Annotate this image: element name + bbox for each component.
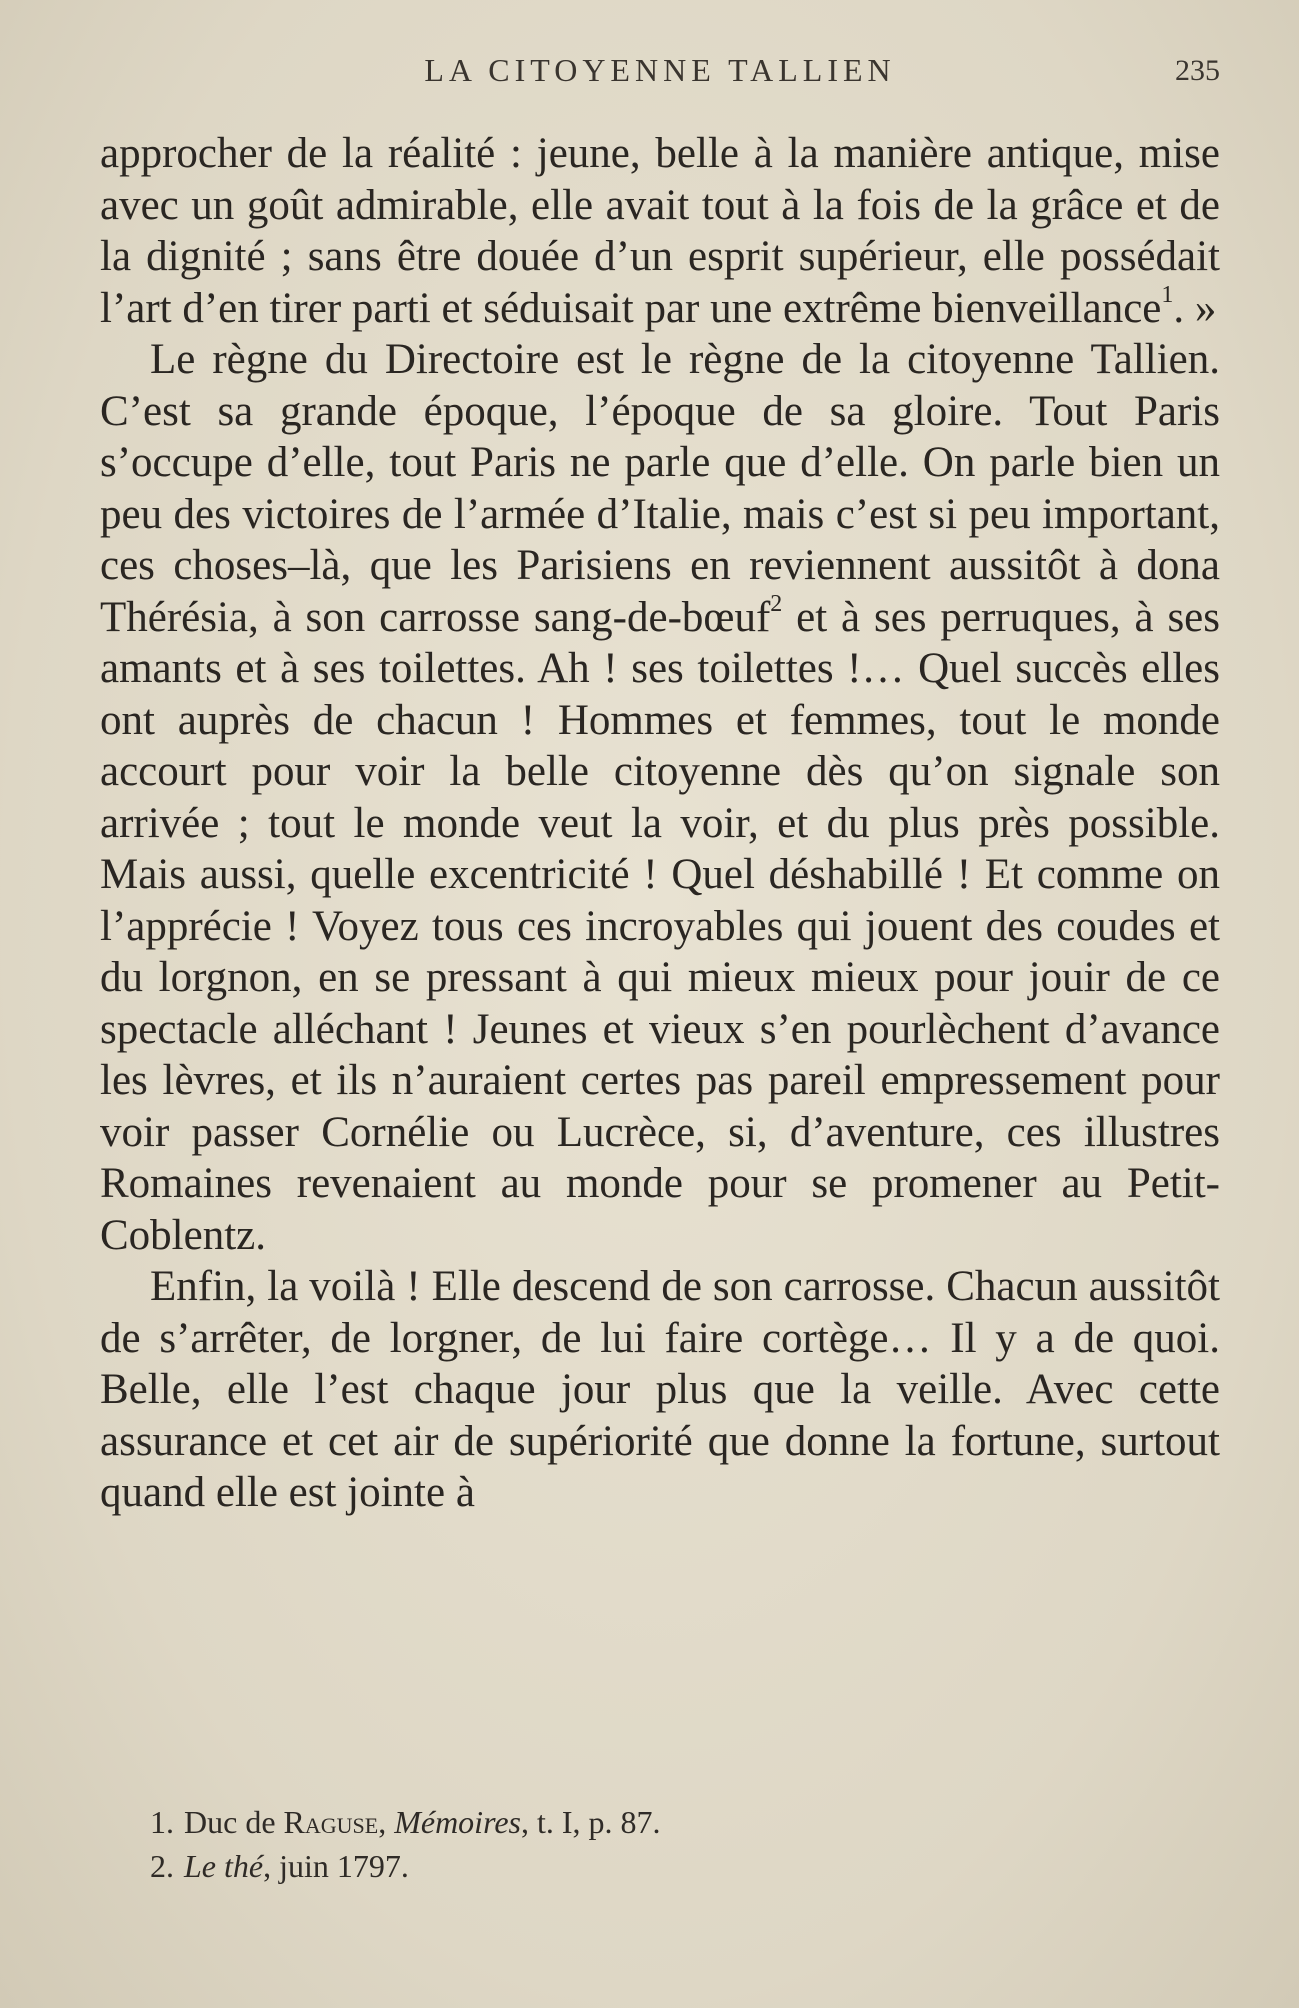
paragraph-3-text: Enfin, la voilà ! Elle descend de son carrosse. Chacun aussitôt de s’arrêter, de lorgner, de lui faire cortège… Il y a de quoi. Belle, elle l’est chaque jour plus que la veille. Avec cette assurance et cet air de supériorité que donne la fortune, surtout quand elle est jointe à: [100, 1263, 1220, 1516]
footnotes: [150, 1800, 1050, 1888]
footnote-1-ref: , t. I, p. 87.: [520, 1804, 661, 1840]
footnote-ref-2: 2: [770, 591, 783, 618]
footnote-2-work: Le thé: [184, 1848, 264, 1884]
footnote-1-author-prefix: Duc de: [184, 1804, 276, 1840]
paragraph-2: [100, 334, 1220, 1261]
paragraph-1-tail: . »: [1173, 284, 1217, 332]
paragraph-2-text-b: et à ses perruques, à ses amants et à ses toilettes. Ah ! ses toilettes !… Quel succès elles ont auprès de chacun ! Hommes et femmes, tout le monde accourt pour voir la belle citoyenne dès qu’on signale son arrivée ; tout le monde veut la voir, et du plus près possible. Mais aussi, quelle excentricité ! Quel déshabillé ! Et comme on l’apprécie ! Voyez tous ces incroyables qui jouent des coudes et du lorgnon, en se pressant à qui mieux mieux pour jouir de ce spectacle alléchant ! Jeunes et vieux s’en pourlèchent d’avance les lèvres, et ils n’auraient certes pas pareil empressement pour voir passer Cornélie ou Lucrèce, si, d’aventure, ces illustres Romaines revenaient au monde pour se promener au Petit-Coblentz.: [100, 593, 1220, 1259]
page-header: [100, 52, 1220, 102]
footnote-2: [150, 1844, 1050, 1888]
footnote-2-number: 2.: [150, 1848, 174, 1884]
paragraph-3: [100, 1261, 1220, 1519]
paragraph-1-text: approcher de la réalité : jeune, belle à la manière antique, mise avec un goût admirable, elle avait tout à la fois de la grâce et de la dignité ; sans être douée d’un esprit supérieur, elle possédait l’art d’en tirer parti et séduisait par une extrême bienveillance: [100, 130, 1220, 332]
footnote-1-sep: ,: [378, 1804, 387, 1840]
footnote-1-work: Mémoires: [394, 1804, 521, 1840]
footnote-1-author-name: Raguse: [283, 1804, 379, 1840]
body-text: [100, 128, 1220, 1519]
page-number: 235: [1175, 54, 1220, 87]
footnote-2-ref: , juin 1797.: [263, 1848, 409, 1884]
paragraph-1: [100, 128, 1220, 334]
paragraph-2-text-a: Le règne du Directoire est le règne de la citoyenne Tallien. C’est sa grande époque, l’époque de sa gloire. Tout Paris s’occupe d’elle, tout Paris ne parle que d’elle. On parle bien un peu des victoires de l’armée d’Italie, mais c’est si peu important, ces choses–là, que les Parisiens en reviennent aussitôt à dona Thérésia, à son carrosse sang-de-bœuf: [100, 336, 1220, 641]
footnote-ref-1: 1: [1161, 282, 1174, 309]
footnote-1: [150, 1800, 1050, 1844]
running-title: LA CITOYENNE TALLIEN: [424, 52, 896, 88]
footnote-1-number: 1.: [150, 1804, 174, 1840]
